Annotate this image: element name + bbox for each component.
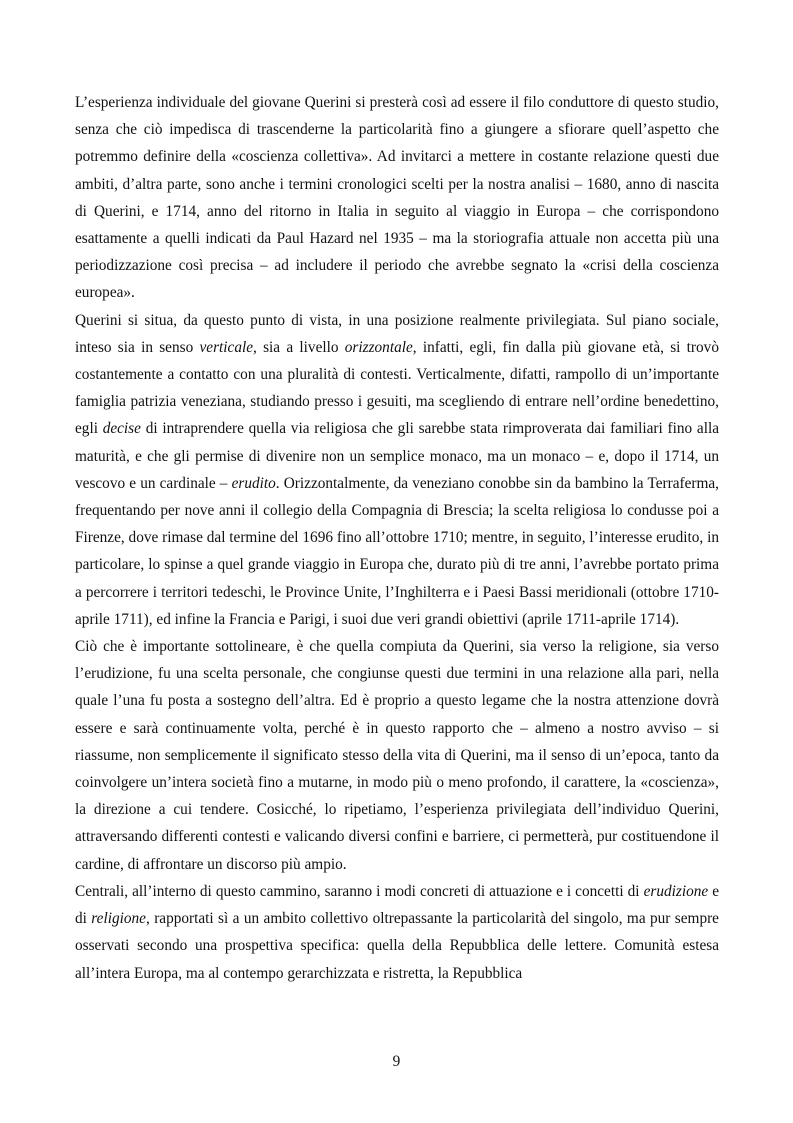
text-run: L’esperienza individuale del giovane Querini si presterà così ad essere il filo conduttore di questo studio, senza che ciò impedisca di trascenderne la particolarità fino a giungere a sfiorare quell’aspetto che potremmo definire della «coscienza collettiva». Ad invitarci a mettere in costante relazione questi due ambiti, d’altra parte, sono anche i termini cronologici scelti per la nostra analisi – 1680, anno di nascita di Querini, e 1714, anno del ritorno in Italia in seguito al viaggio in Europa – che corrispondono esattamente a quelli indicati da Paul Hazard nel 1935 – ma la storiografia attuale non accetta più una periodizzazione così precisa – ad includere il periodo che avrebbe segnato la «crisi della coscienza europea». [75,94,719,302]
paragraph-2 [75,307,719,633]
paragraph-3 [75,633,719,878]
text-run: e di [75,882,719,928]
text-run: , infatti, egli, fin dalla più giovane età, si trovò costantemente a contatto con una pluralità di contesti. Verticalmente, difatti, rampollo di un’importante famiglia patrizia veneziana, studiando presso i gesuiti, ma scegliendo di entrare nell’ordine benedettino, egli [75,338,719,438]
text-run: Centrali, all’interno di questo cammino, saranno i modi concreti di attuazione e i concetti di [75,882,644,900]
body-text [75,89,719,987]
page-number: 9 [392,1053,401,1070]
italic-term-verticale: verticale [199,338,254,356]
italic-term-religione: religione [91,910,146,928]
paragraph-4 [75,878,719,987]
text-run: Ciò che è importante sottolineare, è che quella compiuta da Querini, sia verso la religione, sia verso l’erudizione, fu una scelta personale, che congiunse questi due termini in una relazione alla pari, nella quale l’una fu posta a sostegno dell’altra. Ed è proprio a questo legame che la nostra attenzione dovrà essere e sarà continuamente volta, perché è in questo rapporto che – almeno a nostro avviso – si riassume, non semplicemente il significato stesso della vita di Querini, ma il senso di un’epoca, tanto da coinvolgere un’intera società fino a mutarne, in modo più o meno profondo, il carattere, la «coscienza», la direzione a cui tendere. Cosicché, lo ripetiamo, l’esperienza privilegiata dell’individuo Querini, attraversando differenti contesti e valicando diversi confini e barriere, ci permetterà, pur costituendone il cardine, di affrontare un discorso più ampio. [75,638,719,873]
text-run: di intraprendere quella via religiosa che gli sarebbe stata rimproverata dai familiari fino alla maturità, e che gli permise di divenire non un semplice monaco, ma un monaco – e, dopo il 1714, un vescovo e un cardinale – [75,420,719,492]
italic-term-orizzontale: orizzontale [344,338,413,356]
italic-term-erudito: erudito [231,474,276,492]
text-run: Querini si situa, da questo punto di vista, in una posizione realmente privilegiata. Sul piano sociale, inteso sia in senso [75,311,719,356]
italic-term-erudizione: erudizione [643,882,709,900]
text-run: . Orizzontalmente, da veneziano conobbe sin da bambino la Terraferma, frequentando per nove anni il collegio della Compagnia di Brescia; la scelta religiosa lo condusse poi a Firenze, dove rimase dal termine del 1696 fino all’ottobre 1710; mentre, in seguito, l’interesse erudito, in particolare, lo spinse a quel grande viaggio in Europa che, durato più di tre anni, l’avrebbe portato prima a percorrere i territori tedeschi, le Province Unite, l’Inghilterra e i Paesi Bassi meridionali (ottobre 1710-aprile 1711), ed infine la Francia e Parigi, i suoi due veri grandi obiettivi (aprile 1711-aprile 1714). [75,474,719,628]
paragraph-1 [75,89,719,307]
text-run: , rapportati sì a un ambito collettivo oltrepassante la particolarità del singolo, ma pur sempre osservati secondo una prospettiva specifica: quella della Repubblica delle lettere. Comunità estesa all’intera Europa, ma al contempo gerarchizzata e ristretta, la Repubblica [75,910,719,982]
italic-term-decise: decise [102,420,141,438]
text-run: , sia a livello [253,338,345,356]
